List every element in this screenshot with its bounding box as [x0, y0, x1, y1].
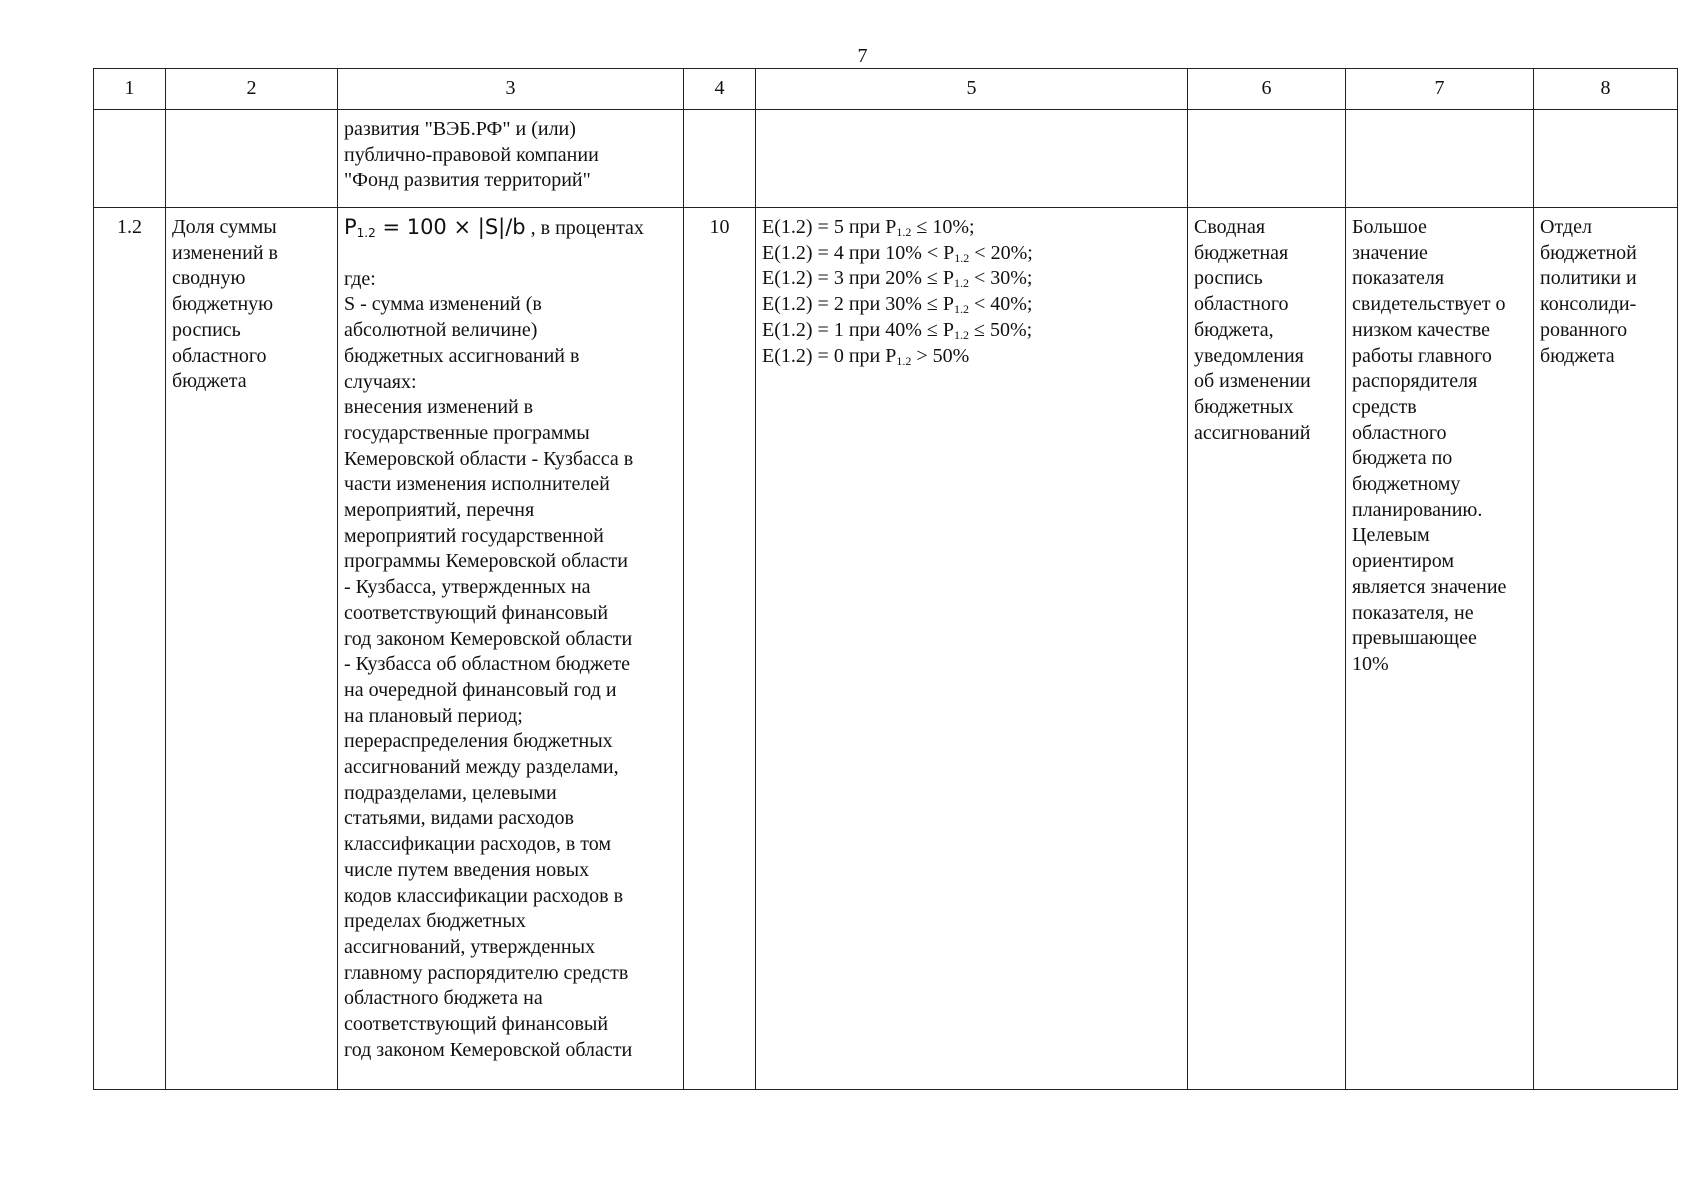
responsible-unit-line: бюджетной	[1540, 241, 1637, 264]
score-condition-prefix: E(1.2) = 4 при 10% <	[762, 241, 944, 264]
formula-lhs-subscript: 1.2	[356, 226, 376, 240]
data-source	[1188, 208, 1346, 1090]
interpretation-line: 10%	[1352, 652, 1389, 675]
responsible-unit-line: Отдел	[1540, 216, 1592, 238]
formula-lhs: P	[344, 215, 357, 239]
description-line: абсолютной величине)	[344, 319, 538, 342]
interpretation-text	[1352, 215, 1527, 678]
score-variable-subscript: 1.2	[953, 276, 969, 291]
responsible-unit	[1534, 208, 1678, 1090]
score-line	[762, 241, 1181, 267]
description-line: соответствующий финансовый	[344, 601, 609, 624]
score-condition-prefix: E(1.2) = 1 при 40% ≤	[762, 318, 943, 341]
indicator-name-line: бюджета	[172, 370, 247, 393]
interpretation-line: значение	[1352, 241, 1428, 264]
page-number: 7	[857, 45, 868, 67]
description-line: областного бюджета на	[344, 987, 543, 1010]
data-source-line: об изменении	[1194, 370, 1311, 393]
description-line: - Кузбасса об областном бюджете	[344, 653, 630, 676]
formula-rhs: = 100 × |S|/b	[375, 215, 526, 239]
column-header-7: 7	[1346, 69, 1534, 110]
description-line: внесения изменений в	[344, 396, 534, 419]
score-scale	[756, 208, 1188, 1090]
description-line: программы Кемеровской области	[344, 550, 628, 573]
interpretation-line: показателя	[1352, 267, 1445, 290]
column-header-2: 2	[166, 69, 338, 110]
description-line: S - сумма изменений (в	[344, 293, 542, 316]
description-line: год законом Кемеровской области	[344, 1038, 633, 1061]
indicator-row-1-2	[94, 208, 1678, 1090]
continuation-col-7	[1346, 110, 1534, 208]
interpretation-line: областного	[1352, 421, 1447, 444]
score-condition-prefix: E(1.2) = 5 при	[762, 216, 886, 238]
column-header-5: 5	[756, 69, 1188, 110]
description-line: части изменения исполнителей	[344, 473, 610, 496]
indicator-table	[93, 68, 1678, 1090]
responsible-unit-line: бюджета	[1540, 344, 1615, 367]
description-line: ассигнований между разделами,	[344, 756, 619, 779]
data-source-line: Сводная	[1194, 216, 1266, 238]
indicator-name	[166, 208, 338, 1090]
calculation-description	[344, 267, 677, 1064]
score-line	[762, 266, 1181, 292]
score-condition-suffix: ≤ 50%;	[968, 318, 1033, 341]
indicator-name-line: роспись	[172, 318, 241, 341]
description-line: - Кузбасса, утвержденных на	[344, 576, 591, 599]
interpretation-line: бюджетному	[1352, 473, 1461, 496]
description-line: числе путем введения новых	[344, 858, 590, 881]
description-line: бюджетных ассигнований в	[344, 344, 580, 367]
score-line	[762, 318, 1181, 344]
interpretation-line: распорядителя	[1352, 370, 1478, 393]
data-source-line: бюджета,	[1194, 318, 1274, 341]
score-variable: P	[942, 318, 954, 341]
score-condition-suffix: ≤ 10%;	[911, 216, 975, 238]
interpretation-line: планированию.	[1352, 498, 1483, 521]
indicator-weight: 10	[684, 208, 756, 1090]
score-variable-subscript: 1.2	[954, 250, 970, 265]
score-variable: P	[942, 267, 954, 290]
score-condition-suffix: < 30%;	[968, 267, 1033, 290]
formula-spacer	[344, 242, 677, 267]
description-line: ассигнований, утвержденных	[344, 935, 596, 958]
data-source-line: бюджетная	[1194, 241, 1289, 264]
column-header-1: 1	[94, 69, 166, 110]
indicator-name-line: сводную	[172, 267, 246, 290]
score-variable: P	[885, 216, 897, 238]
description-line: подразделами, целевыми	[344, 781, 557, 804]
continuation-col-8	[1534, 110, 1678, 208]
score-variable: P	[942, 293, 954, 316]
continuation-col-4	[684, 110, 756, 208]
score-line	[762, 215, 1181, 241]
description-line: государственные программы	[344, 421, 590, 444]
score-condition-prefix: E(1.2) = 2 при 30% ≤	[762, 293, 943, 316]
description-line: мероприятий, перечня	[344, 499, 535, 522]
interpretation-line: превышающее	[1352, 627, 1477, 650]
description-line: мероприятий государственной	[344, 524, 604, 547]
description-line: случаях:	[344, 370, 417, 393]
score-variable: P	[943, 241, 955, 264]
responsible-unit-line: консолиди-	[1540, 293, 1637, 316]
responsible-unit-line: политики и	[1540, 267, 1637, 290]
interpretation-line: ориентиром	[1352, 550, 1455, 573]
description-line: год законом Кемеровской области	[344, 627, 633, 650]
interpretation-line: Большое	[1352, 216, 1427, 238]
score-variable-subscript: 1.2	[953, 327, 969, 342]
score-variable-subscript: 1.2	[896, 225, 912, 239]
indicator-name-line: бюджетную	[172, 293, 274, 316]
continuation-col-1	[94, 110, 166, 208]
description-line: пределах бюджетных	[344, 910, 526, 933]
indicator-number: 1.2	[94, 208, 166, 1090]
description-line: классификации расходов, в том	[344, 833, 612, 856]
description-line: кодов классификации расходов в	[344, 884, 624, 907]
formula	[344, 215, 677, 242]
responsible-unit-line: рованного	[1540, 318, 1628, 341]
score-variable: P	[885, 344, 897, 367]
continuation-line: "Фонд развития территорий"	[344, 169, 591, 192]
indicator-name-line: областного	[172, 344, 267, 367]
data-source-line: ассигнований	[1194, 421, 1311, 444]
column-number-header-row	[94, 69, 1678, 110]
description-line: на плановый период;	[344, 704, 523, 727]
column-header-4: 4	[684, 69, 756, 110]
responsible-unit-text	[1540, 215, 1671, 369]
score-line	[762, 292, 1181, 318]
column-header-6: 6	[1188, 69, 1346, 110]
column-header-8: 8	[1534, 69, 1678, 110]
score-variable-subscript: 1.2	[953, 302, 969, 317]
data-source-line: уведомления	[1194, 344, 1304, 367]
interpretation-line: свидетельствует о	[1352, 293, 1506, 316]
data-source-line: областного	[1194, 293, 1289, 316]
continuation-line: развития "ВЭБ.РФ" и (или)	[344, 118, 576, 140]
description-line: соответствующий финансовый	[344, 1013, 609, 1036]
score-variable-subscript: 1.2	[896, 353, 912, 368]
data-source-line: роспись	[1194, 267, 1263, 290]
calculation-method	[338, 208, 684, 1090]
continuation-line: публично-правовой компании	[344, 143, 599, 166]
interpretation-line: работы главного	[1352, 344, 1492, 367]
score-condition-suffix: > 50%	[911, 344, 970, 367]
description-line: Кемеровской области - Кузбасса в	[344, 447, 634, 470]
description-line: на очередной финансовый год и	[344, 678, 617, 701]
score-condition-suffix: < 20%;	[969, 241, 1033, 264]
indicator-name-line: изменений в	[172, 241, 278, 264]
indicator-name-line: Доля суммы	[172, 216, 277, 238]
description-line: где:	[344, 267, 376, 290]
interpretation-line: показателя, не	[1352, 601, 1474, 624]
continuation-col-6	[1188, 110, 1346, 208]
description-line: главному распорядителю средств	[344, 961, 629, 984]
continuation-col-3	[338, 110, 684, 208]
data-source-text	[1194, 215, 1339, 446]
score-condition-prefix: E(1.2) = 0 при	[762, 344, 886, 367]
description-line: перераспределения бюджетных	[344, 730, 613, 753]
interpretation-line: Целевым	[1352, 524, 1430, 547]
score-list	[762, 215, 1181, 369]
continuation-col-5	[756, 110, 1188, 208]
interpretation-line: бюджета по	[1352, 447, 1453, 470]
interpretation	[1346, 208, 1534, 1090]
interpretation-line: является значение	[1352, 575, 1507, 598]
description-line: статьями, видами расходов	[344, 807, 574, 830]
continuation-col-2	[166, 110, 338, 208]
data-source-line: бюджетных	[1194, 395, 1294, 418]
formula-suffix: , в процентах	[525, 217, 644, 239]
interpretation-line: низком качестве	[1352, 318, 1491, 341]
interpretation-line: средств	[1352, 395, 1417, 418]
continuation-row	[94, 110, 1678, 208]
score-line	[762, 344, 1181, 370]
column-header-3: 3	[338, 69, 684, 110]
score-condition-suffix: < 40%;	[968, 293, 1033, 316]
score-condition-prefix: E(1.2) = 3 при 20% ≤	[762, 267, 943, 290]
